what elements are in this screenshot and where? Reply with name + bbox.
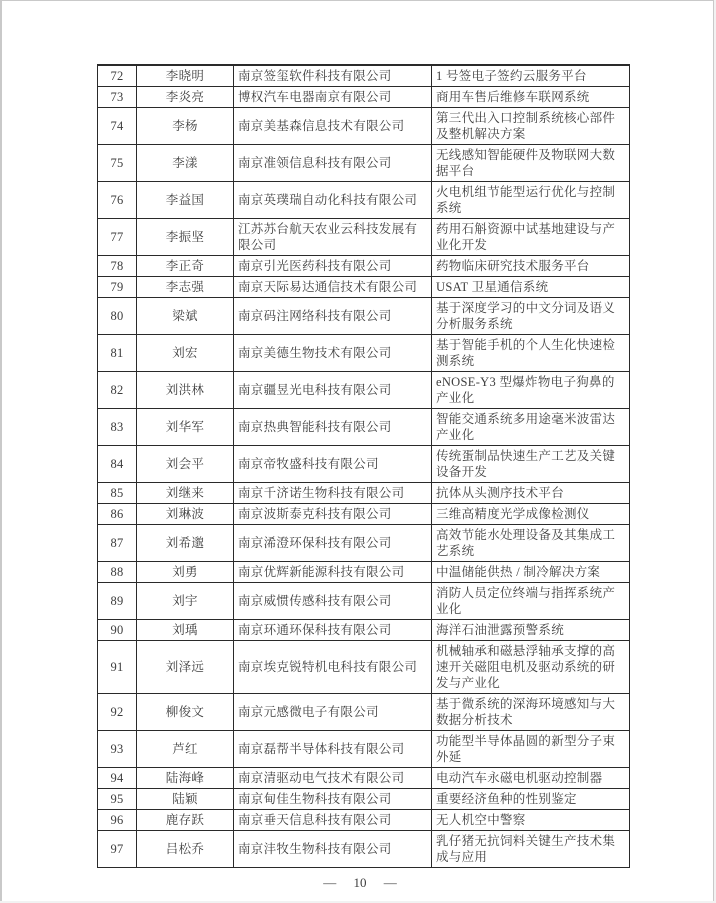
- person-name-cell: 刘洪林: [137, 372, 234, 409]
- row-number-cell: 82: [98, 372, 137, 409]
- table-row: [98, 256, 630, 277]
- person-name-cell: 刘华军: [137, 409, 234, 446]
- person-name-cell: 李正奇: [137, 256, 234, 277]
- row-number-cell: 83: [98, 409, 137, 446]
- project-name-cell: 火电机组节能型运行优化与控制系统: [432, 182, 630, 219]
- company-name-cell: 南京美基森信息技术有限公司: [234, 108, 432, 145]
- company-name-cell: 南京帝牧盛科技有限公司: [234, 446, 432, 483]
- company-name-cell: 南京码注网络科技有限公司: [234, 298, 432, 335]
- project-name-cell: 基于微系统的深海环境感知与大数据分析技术: [432, 694, 630, 731]
- company-name-cell: 南京波斯泰克科技有限公司: [234, 504, 432, 525]
- person-name-cell: 李振坚: [137, 219, 234, 256]
- project-name-cell: USAT 卫星通信系统: [432, 277, 630, 298]
- table-row: [98, 731, 630, 768]
- person-name-cell: 芦红: [137, 731, 234, 768]
- project-name-cell: 无线感知智能硬件及物联网大数据平台: [432, 145, 630, 182]
- person-name-cell: 陆海峰: [137, 768, 234, 789]
- person-name-cell: 鹿存跃: [137, 810, 234, 831]
- table-row: [98, 620, 630, 641]
- row-number-cell: 74: [98, 108, 137, 145]
- person-name-cell: 李杨: [137, 108, 234, 145]
- table-row: [98, 298, 630, 335]
- company-name-cell: 南京千济诺生物科技有限公司: [234, 483, 432, 504]
- table-row: [98, 65, 630, 87]
- table-row: [98, 504, 630, 525]
- project-name-cell: 中温储能供热 / 制冷解决方案: [432, 562, 630, 583]
- table-row: [98, 831, 630, 868]
- row-number-cell: 91: [98, 641, 137, 694]
- row-number-cell: 85: [98, 483, 137, 504]
- project-name-cell: 机械轴承和磁悬浮轴承支撑的高速开关磁阻电机及驱动系统的研发与产业化: [432, 641, 630, 694]
- table-row: [98, 694, 630, 731]
- table-body: [98, 65, 630, 868]
- company-name-cell: 南京磊帮半导体科技有限公司: [234, 731, 432, 768]
- project-name-cell: 功能型半导体晶圆的新型分子束外延: [432, 731, 630, 768]
- company-name-cell: 南京环通环保科技有限公司: [234, 620, 432, 641]
- company-name-cell: 南京浠澄环保科技有限公司: [234, 525, 432, 562]
- page-number-text: — 10 —: [323, 875, 397, 890]
- row-number-cell: 90: [98, 620, 137, 641]
- table-row: [98, 409, 630, 446]
- project-name-cell: 乳仔猪无抗饲料关键生产技术集成与应用: [432, 831, 630, 868]
- company-name-cell: 南京引光医药科技有限公司: [234, 256, 432, 277]
- company-name-cell: 南京准领信息科技有限公司: [234, 145, 432, 182]
- person-name-cell: 李漾: [137, 145, 234, 182]
- person-name-cell: 刘希邈: [137, 525, 234, 562]
- table-row: [98, 641, 630, 694]
- page-number: [2, 875, 714, 891]
- project-name-cell: 第三代出入口控制系统核心部件及整机解决方案: [432, 108, 630, 145]
- row-number-cell: 89: [98, 583, 137, 620]
- row-number-cell: 79: [98, 277, 137, 298]
- table-row: [98, 372, 630, 409]
- talent-project-table: [97, 64, 630, 868]
- row-number-cell: 72: [98, 65, 137, 87]
- table-row: [98, 789, 630, 810]
- person-name-cell: 刘勇: [137, 562, 234, 583]
- project-name-cell: 1 号签电子签约云服务平台: [432, 65, 630, 87]
- row-number-cell: 75: [98, 145, 137, 182]
- person-name-cell: 刘宏: [137, 335, 234, 372]
- row-number-cell: 77: [98, 219, 137, 256]
- project-name-cell: 海洋石油泄露预警系统: [432, 620, 630, 641]
- project-name-cell: 抗体从头测序技术平台: [432, 483, 630, 504]
- person-name-cell: 刘泽远: [137, 641, 234, 694]
- row-number-cell: 93: [98, 731, 137, 768]
- project-name-cell: 高效节能水处理设备及其集成工艺系统: [432, 525, 630, 562]
- project-name-cell: 传统蛋制品快速生产工艺及关键设备开发: [432, 446, 630, 483]
- company-name-cell: 南京埃克锐特机电科技有限公司: [234, 641, 432, 694]
- company-name-cell: 南京甸佳生物科技有限公司: [234, 789, 432, 810]
- project-name-cell: 无人机空中警察: [432, 810, 630, 831]
- row-number-cell: 76: [98, 182, 137, 219]
- person-name-cell: 刘琳波: [137, 504, 234, 525]
- company-name-cell: 南京英璞瑞自动化科技有限公司: [234, 182, 432, 219]
- company-name-cell: 南京元感微电子有限公司: [234, 694, 432, 731]
- person-name-cell: 柳俊文: [137, 694, 234, 731]
- table-row: [98, 483, 630, 504]
- table-row: [98, 583, 630, 620]
- table-row: [98, 182, 630, 219]
- person-name-cell: 李晓明: [137, 65, 234, 87]
- company-name-cell: 南京热典智能科技有限公司: [234, 409, 432, 446]
- project-name-cell: 重要经济鱼种的性别鉴定: [432, 789, 630, 810]
- project-name-cell: 基于深度学习的中文分词及语义分析服务系统: [432, 298, 630, 335]
- company-name-cell: 南京威惯传感科技有限公司: [234, 583, 432, 620]
- table-row: [98, 562, 630, 583]
- row-number-cell: 86: [98, 504, 137, 525]
- company-name-cell: 南京清驱动电气技术有限公司: [234, 768, 432, 789]
- row-number-cell: 97: [98, 831, 137, 868]
- company-name-cell: 江苏苏台航天农业云科技发展有限公司: [234, 219, 432, 256]
- project-name-cell: 药用石斛资源中试基地建设与产业化开发: [432, 219, 630, 256]
- table-row: [98, 335, 630, 372]
- person-name-cell: 刘宇: [137, 583, 234, 620]
- row-number-cell: 92: [98, 694, 137, 731]
- person-name-cell: 李炎亮: [137, 87, 234, 108]
- table-row: [98, 277, 630, 298]
- company-name-cell: 南京美德生物技术有限公司: [234, 335, 432, 372]
- person-name-cell: 刘继来: [137, 483, 234, 504]
- project-name-cell: 消防人员定位终端与指挥系统产业化: [432, 583, 630, 620]
- company-name-cell: 南京沣牧生物科技有限公司: [234, 831, 432, 868]
- person-name-cell: 李志强: [137, 277, 234, 298]
- project-name-cell: 基于智能手机的个人生化快速检测系统: [432, 335, 630, 372]
- company-name-cell: 南京疆昱光电科技有限公司: [234, 372, 432, 409]
- row-number-cell: 95: [98, 789, 137, 810]
- person-name-cell: 刘瑀: [137, 620, 234, 641]
- person-name-cell: 李益国: [137, 182, 234, 219]
- row-number-cell: 96: [98, 810, 137, 831]
- row-number-cell: 73: [98, 87, 137, 108]
- row-number-cell: 78: [98, 256, 137, 277]
- project-name-cell: eNOSE-Y3 型爆炸物电子狗鼻的产业化: [432, 372, 630, 409]
- person-name-cell: 梁斌: [137, 298, 234, 335]
- row-number-cell: 81: [98, 335, 137, 372]
- person-name-cell: 刘会平: [137, 446, 234, 483]
- row-number-cell: 94: [98, 768, 137, 789]
- company-name-cell: 南京签玺软件科技有限公司: [234, 65, 432, 87]
- table-row: [98, 219, 630, 256]
- company-name-cell: 南京天际易达通信技术有限公司: [234, 277, 432, 298]
- company-name-cell: 南京垂天信息科技有限公司: [234, 810, 432, 831]
- project-name-cell: 药物临床研究技术服务平台: [432, 256, 630, 277]
- table-row: [98, 810, 630, 831]
- table-row: [98, 446, 630, 483]
- project-name-cell: 商用车售后维修车联网系统: [432, 87, 630, 108]
- person-name-cell: 吕松乔: [137, 831, 234, 868]
- table-row: [98, 525, 630, 562]
- company-name-cell: 南京优辉新能源科技有限公司: [234, 562, 432, 583]
- row-number-cell: 87: [98, 525, 137, 562]
- project-name-cell: 三维高精度光学成像检测仪: [432, 504, 630, 525]
- project-name-cell: 电动汽车永磁电机驱动控制器: [432, 768, 630, 789]
- table-row: [98, 108, 630, 145]
- row-number-cell: 80: [98, 298, 137, 335]
- person-name-cell: 陆颖: [137, 789, 234, 810]
- project-name-cell: 智能交通系统多用途毫米波雷达产业化: [432, 409, 630, 446]
- row-number-cell: 88: [98, 562, 137, 583]
- table-row: [98, 145, 630, 182]
- row-number-cell: 84: [98, 446, 137, 483]
- table-row: [98, 768, 630, 789]
- company-name-cell: 博权汽车电器南京有限公司: [234, 87, 432, 108]
- table-row: [98, 87, 630, 108]
